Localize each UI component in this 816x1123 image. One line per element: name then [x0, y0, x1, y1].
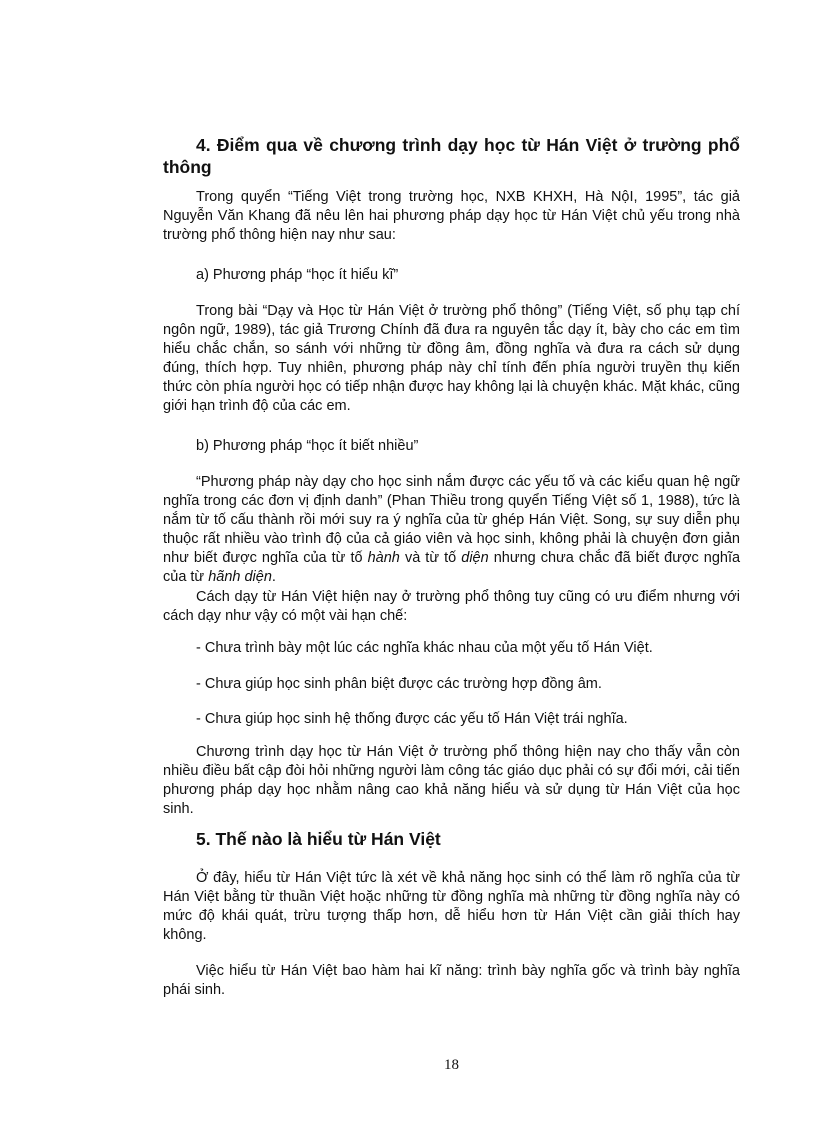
limitation-1: - Chưa trình bày một lúc các nghĩa khác nhau của một yếu tố Hán Việt.: [196, 640, 653, 656]
term-hanh-dien: hãnh diện: [208, 569, 272, 585]
page-number: 18: [444, 1057, 459, 1073]
paragraph-3-end-text: .: [271, 569, 276, 585]
paragraph-3-mid-text: nhưng chưa chắc đã biết được nghĩa của từ: [163, 550, 741, 585]
method-b-label: b) Phương pháp “học ít biết nhiều”: [196, 438, 419, 454]
limitation-3: - Chưa giúp học sinh hệ thống được các yếu tố Hán Việt trái nghĩa.: [196, 711, 628, 727]
section-4-paragraph-1: Trong quyển “Tiếng Việt trong trường học, NXB KHXH, Hà NộI, 1995”, tác giả Nguyễn Văn Khang đã nêu lên hai phương pháp dạy học từ Hán Việt chủ yếu trong nhà trường phổ thông hiện nay như sau:: [163, 189, 740, 243]
document-page: [163, 0, 740, 1123]
paragraph-3-and-text: và từ tố: [404, 550, 457, 566]
section-5-paragraph-1: Ở đây, hiểu từ Hán Việt tức là xét về khả năng học sinh có thể làm rõ nghĩa của từ Hán Việt bằng từ thuần Việt hoặc những từ đồng nghĩa mà những từ đồng nghĩa này có mức độ khái quát, trừu tượng thấp hơn, dễ hiểu hơn từ Hán Việt cần giải thích hay không.: [163, 870, 740, 943]
section-4-paragraph-5: Chương trình dạy học từ Hán Việt ở trường phổ thông hiện nay cho thấy vẫn còn nhiều điều bất cập đòi hỏi những người làm công tác giáo dục phải có sự đổi mới, cải tiến phương pháp dạy học nhằm nâng cao khả năng hiểu và sử dụng từ Hán Việt của học sinh.: [163, 744, 740, 817]
term-dien: diện: [461, 550, 489, 566]
term-hanh: hành: [367, 550, 400, 566]
section-4-paragraph-4: Cách dạy từ Hán Việt hiện nay ở trường phổ thông tuy cũng có ưu điểm nhưng với cách dạy như vậy có một vài hạn chế:: [163, 589, 740, 624]
method-a-label: a) Phương pháp “học ít hiểu kĩ”: [196, 267, 399, 283]
section-4-heading: 4. Điểm qua về chương trình dạy học từ Hán Việt ở trường phổ thông: [163, 135, 740, 177]
section-5-paragraph-2: Việc hiểu từ Hán Việt bao hàm hai kĩ năng: trình bày nghĩa gốc và trình bày nghĩa phái sinh.: [163, 963, 740, 998]
section-5-heading: 5. Thế nào là hiểu từ Hán Việt: [196, 829, 441, 849]
limitation-2: - Chưa giúp học sinh phân biệt được các trường hợp đồng âm.: [196, 676, 602, 692]
paragraph-3-main-text: “Phương pháp này dạy cho học sinh nắm được các yếu tố và các kiểu quan hệ ngữ nghĩa trong các đơn vị định danh” (Phan Thiều trong quyển Tiếng Việt số 1, 1988), tức là nắm từ tố cấu thành rồi mới suy ra ý nghĩa của từ ghép Hán Việt. Song, sự suy diễn phụ thuộc rất nhiều vào trình độ của cả giáo viên và học sinh, không phải là chuyện đơn giản như biết được nghĩa của từ tố: [163, 474, 740, 566]
section-4-paragraph-3: [163, 473, 740, 587]
section-4-paragraph-2: Trong bài “Dạy và Học từ Hán Việt ở trường phổ thông” (Tiếng Việt, số phụ tạp chí ngôn ngữ, 1989), tác giả Trương Chính đã đưa ra nguyên tắc dạy ít, bày cho các em tìm hiểu chắc chắn, so sánh với những từ đồng âm, đồng nghĩa và đưa ra cách sử dụng đúng, thích hợp. Tuy nhiên, phương pháp này chỉ tính đến phía người truyền thụ kiến thức còn phía người học có tiếp nhận được hay không lại là chuyện khác. Mặt khác, cũng giới hạn trình độ của các em.: [163, 303, 740, 414]
